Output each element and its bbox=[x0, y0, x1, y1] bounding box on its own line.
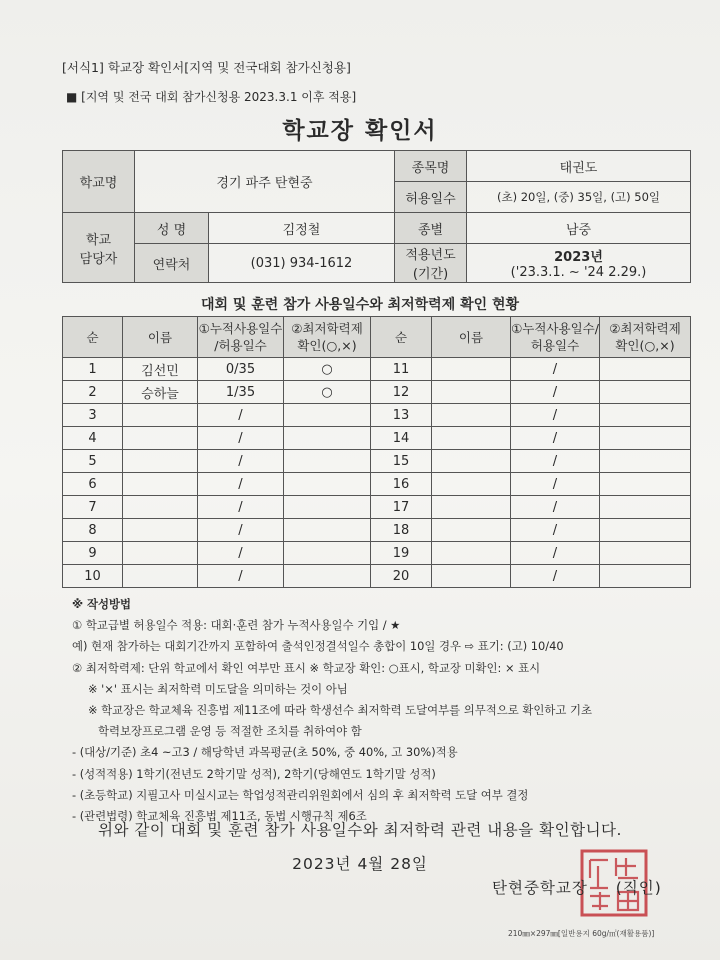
header-academic bbox=[284, 317, 371, 358]
row-no: 19 bbox=[371, 542, 432, 565]
period-label-line2: (기간) bbox=[412, 267, 449, 282]
header-days-line2: /허용일수 bbox=[214, 338, 267, 353]
header-name: 이름 bbox=[123, 317, 198, 358]
school-name-label: 학교명 bbox=[63, 151, 135, 213]
note-line: ② 최저학력제: 단위 학교에서 확인 여부만 표시 ※ 학교장 확인: ○표시, 학교장 미확인: × 표시 bbox=[72, 660, 541, 675]
header-academic-line1: ②최저학력제 bbox=[291, 321, 363, 336]
row-no: 11 bbox=[371, 358, 432, 381]
note-line: 예) 현재 참가하는 대회기간까지 포함하여 출석인정결석일수 총합이 10일 경우 ⇨ 표기: (고) 10/40 bbox=[72, 639, 564, 654]
student-days: / bbox=[511, 542, 600, 565]
student-academic-check bbox=[600, 565, 691, 588]
row-no: 10 bbox=[63, 565, 123, 588]
row-no: 9 bbox=[63, 542, 123, 565]
student-name bbox=[123, 473, 198, 496]
period-label bbox=[395, 244, 467, 283]
student-academic-check bbox=[600, 519, 691, 542]
student-academic-check bbox=[284, 565, 371, 588]
student-academic-check bbox=[284, 450, 371, 473]
page-title: 학교장 확인서 bbox=[282, 118, 438, 144]
category-value: 남중 bbox=[467, 213, 691, 244]
student-days: / bbox=[511, 565, 600, 588]
row-no: 13 bbox=[371, 404, 432, 427]
student-name bbox=[432, 519, 511, 542]
notes-heading: ※ 작성방법 bbox=[72, 597, 132, 611]
table-row bbox=[63, 427, 691, 450]
student-name: 김선민 bbox=[123, 358, 198, 381]
person-name-label: 성 명 bbox=[135, 213, 209, 244]
student-days: / bbox=[511, 427, 600, 450]
student-name bbox=[432, 496, 511, 519]
table-row bbox=[63, 404, 691, 427]
student-name bbox=[123, 450, 198, 473]
writing-instructions bbox=[72, 594, 592, 827]
row-no: 5 bbox=[63, 450, 123, 473]
table-row bbox=[63, 473, 691, 496]
student-academic-check bbox=[284, 473, 371, 496]
signer-line bbox=[492, 876, 662, 898]
student-name bbox=[123, 565, 198, 588]
student-days: / bbox=[511, 450, 600, 473]
student-name bbox=[432, 450, 511, 473]
student-academic-check bbox=[600, 358, 691, 381]
header-days-right-line1: ①누적사용일수/ bbox=[511, 321, 599, 336]
row-no: 7 bbox=[63, 496, 123, 519]
contact-label: 연락처 bbox=[135, 244, 209, 283]
table-header-row bbox=[63, 317, 691, 358]
student-name bbox=[432, 404, 511, 427]
header-academic-right-line1: ②최저학력제 bbox=[609, 321, 681, 336]
period-value bbox=[467, 244, 691, 283]
manager-label-line2: 담당자 bbox=[79, 251, 118, 267]
signer-seal-note: (직인) bbox=[615, 879, 662, 897]
note-line: ※ 학교장은 학교체육 진흥법 제11조에 따라 학생선수 최저학력 도달여부를 의무적으로 확인하고 기초 bbox=[88, 702, 593, 717]
manager-label-line1: 학교 bbox=[85, 232, 112, 248]
student-days: / bbox=[198, 404, 284, 427]
table-row bbox=[63, 450, 691, 473]
paper-spec-footer: 210㎜×297㎜[일반용지 60g/㎡(재활용품)] bbox=[508, 929, 655, 938]
table-row bbox=[63, 381, 691, 404]
student-days: / bbox=[511, 404, 600, 427]
table-row bbox=[63, 496, 691, 519]
student-academic-check bbox=[600, 450, 691, 473]
note-line: - (관련법령) 학교체육 진흥법 제11조, 동법 시행규칙 제6조 bbox=[72, 808, 367, 823]
student-days: / bbox=[198, 565, 284, 588]
student-days: / bbox=[511, 496, 600, 519]
person-name-value: 김정철 bbox=[209, 213, 395, 244]
student-name bbox=[432, 358, 511, 381]
note-line: 학력보장프로그램 운영 등 적절한 조치를 취하여야 함 bbox=[98, 724, 362, 739]
school-name-value: 경기 파주 탄현중 bbox=[135, 151, 395, 213]
table-row bbox=[63, 519, 691, 542]
note-line: - (초등학교) 지필고사 미실시교는 학업성적관리위원회에서 심의 후 최저학력 도달 여부 결정 bbox=[72, 787, 529, 802]
header-academic-line2: 확인(○,×) bbox=[297, 338, 357, 353]
period-label-line1: 적용년도 bbox=[405, 248, 456, 263]
note-line: ① 학교급별 허용일수 적용: 대회·훈련 참가 누적사용일수 기입 / ★ bbox=[72, 618, 401, 633]
student-days: / bbox=[511, 473, 600, 496]
row-no: 16 bbox=[371, 473, 432, 496]
row-no: 4 bbox=[63, 427, 123, 450]
row-no: 8 bbox=[63, 519, 123, 542]
student-name bbox=[432, 542, 511, 565]
student-academic-check bbox=[600, 496, 691, 519]
participation-status-table bbox=[62, 316, 691, 588]
student-name bbox=[123, 427, 198, 450]
student-days: 0/35 bbox=[198, 358, 284, 381]
row-no: 3 bbox=[63, 404, 123, 427]
student-name bbox=[432, 381, 511, 404]
student-name bbox=[432, 427, 511, 450]
student-academic-check bbox=[284, 519, 371, 542]
student-academic-check: ○ bbox=[284, 381, 371, 404]
student-academic-check bbox=[284, 404, 371, 427]
student-days: / bbox=[198, 519, 284, 542]
header-days-line1: ①누적사용일수 bbox=[198, 321, 283, 336]
allowed-days-label: 허용일수 bbox=[395, 182, 467, 213]
contact-value: (031) 934-1612 bbox=[209, 244, 395, 283]
student-academic-check bbox=[284, 496, 371, 519]
student-academic-check bbox=[600, 404, 691, 427]
student-name bbox=[123, 496, 198, 519]
note-line: - (대상/기준) 초4 ~고3 / 해당학년 과목평균(초 50%, 중 40%, 고 30%)적용 bbox=[72, 745, 458, 760]
student-days: / bbox=[198, 427, 284, 450]
student-academic-check bbox=[284, 427, 371, 450]
note-line: ※ '×' 표시는 최저학력 미도달을 의미하는 것이 아님 bbox=[88, 681, 348, 696]
header-academic-right bbox=[600, 317, 691, 358]
row-no: 15 bbox=[371, 450, 432, 473]
issue-date: 2023년 4월 28일 bbox=[292, 855, 428, 873]
row-no: 18 bbox=[371, 519, 432, 542]
signer-name: 탄현중학교장 bbox=[492, 879, 588, 897]
note-line: - (성적적용) 1학기(전년도 2학기말 성적), 2학기(당해연도 1학기말 성적) bbox=[72, 766, 436, 781]
student-name: 승하늘 bbox=[123, 381, 198, 404]
scope-line: ■ [지역 및 전국 대회 참가신청용 2023.3.1 이후 적용] bbox=[66, 90, 357, 104]
row-no: 17 bbox=[371, 496, 432, 519]
student-name bbox=[123, 542, 198, 565]
row-no: 2 bbox=[63, 381, 123, 404]
header-days-right bbox=[511, 317, 600, 358]
manager-label bbox=[63, 213, 135, 283]
student-academic-check bbox=[600, 427, 691, 450]
header-days-right-line2: 허용일수 bbox=[530, 338, 580, 353]
category-label: 종별 bbox=[395, 213, 467, 244]
student-days: / bbox=[198, 473, 284, 496]
row-no: 14 bbox=[371, 427, 432, 450]
header-academic-right-line2: 확인(○,×) bbox=[615, 338, 675, 353]
row-no: 20 bbox=[371, 565, 432, 588]
student-academic-check bbox=[600, 473, 691, 496]
student-academic-check bbox=[600, 381, 691, 404]
student-days: / bbox=[511, 381, 600, 404]
form-label: [서식1] 학교장 확인서[지역 및 전국대회 참가신청용] bbox=[62, 60, 351, 75]
student-days: / bbox=[198, 542, 284, 565]
student-name bbox=[123, 404, 198, 427]
student-days: / bbox=[511, 519, 600, 542]
row-no: 1 bbox=[63, 358, 123, 381]
allowed-days-value: (초) 20일, (중) 35일, (고) 50일 bbox=[467, 182, 691, 213]
student-academic-check bbox=[284, 542, 371, 565]
table-row bbox=[63, 565, 691, 588]
student-name bbox=[432, 473, 511, 496]
row-no: 12 bbox=[371, 381, 432, 404]
header-days bbox=[198, 317, 284, 358]
header-name-right: 이름 bbox=[432, 317, 511, 358]
section-title: 대회 및 훈련 참가 사용일수와 최저학력제 확인 현황 bbox=[200, 297, 520, 313]
table-row bbox=[63, 358, 691, 381]
school-info-table bbox=[62, 150, 691, 283]
student-days: 1/35 bbox=[198, 381, 284, 404]
student-academic-check: ○ bbox=[284, 358, 371, 381]
period-range: ('23.3.1. ~ '24 2.29.) bbox=[510, 265, 647, 280]
table-row bbox=[63, 542, 691, 565]
header-no-right: 순 bbox=[371, 317, 432, 358]
period-year: 2023년 bbox=[554, 250, 603, 265]
event-value: 태권도 bbox=[467, 151, 691, 182]
header-no: 순 bbox=[63, 317, 123, 358]
confirmation-statement: 위와 같이 대회 및 훈련 참가 사용일수와 최저학력 관련 내용을 확인합니다. bbox=[98, 821, 622, 839]
student-days: / bbox=[198, 496, 284, 519]
student-name bbox=[432, 565, 511, 588]
student-name bbox=[123, 519, 198, 542]
student-days: / bbox=[511, 358, 600, 381]
student-days: / bbox=[198, 450, 284, 473]
student-academic-check bbox=[600, 542, 691, 565]
event-label: 종목명 bbox=[395, 151, 467, 182]
row-no: 6 bbox=[63, 473, 123, 496]
